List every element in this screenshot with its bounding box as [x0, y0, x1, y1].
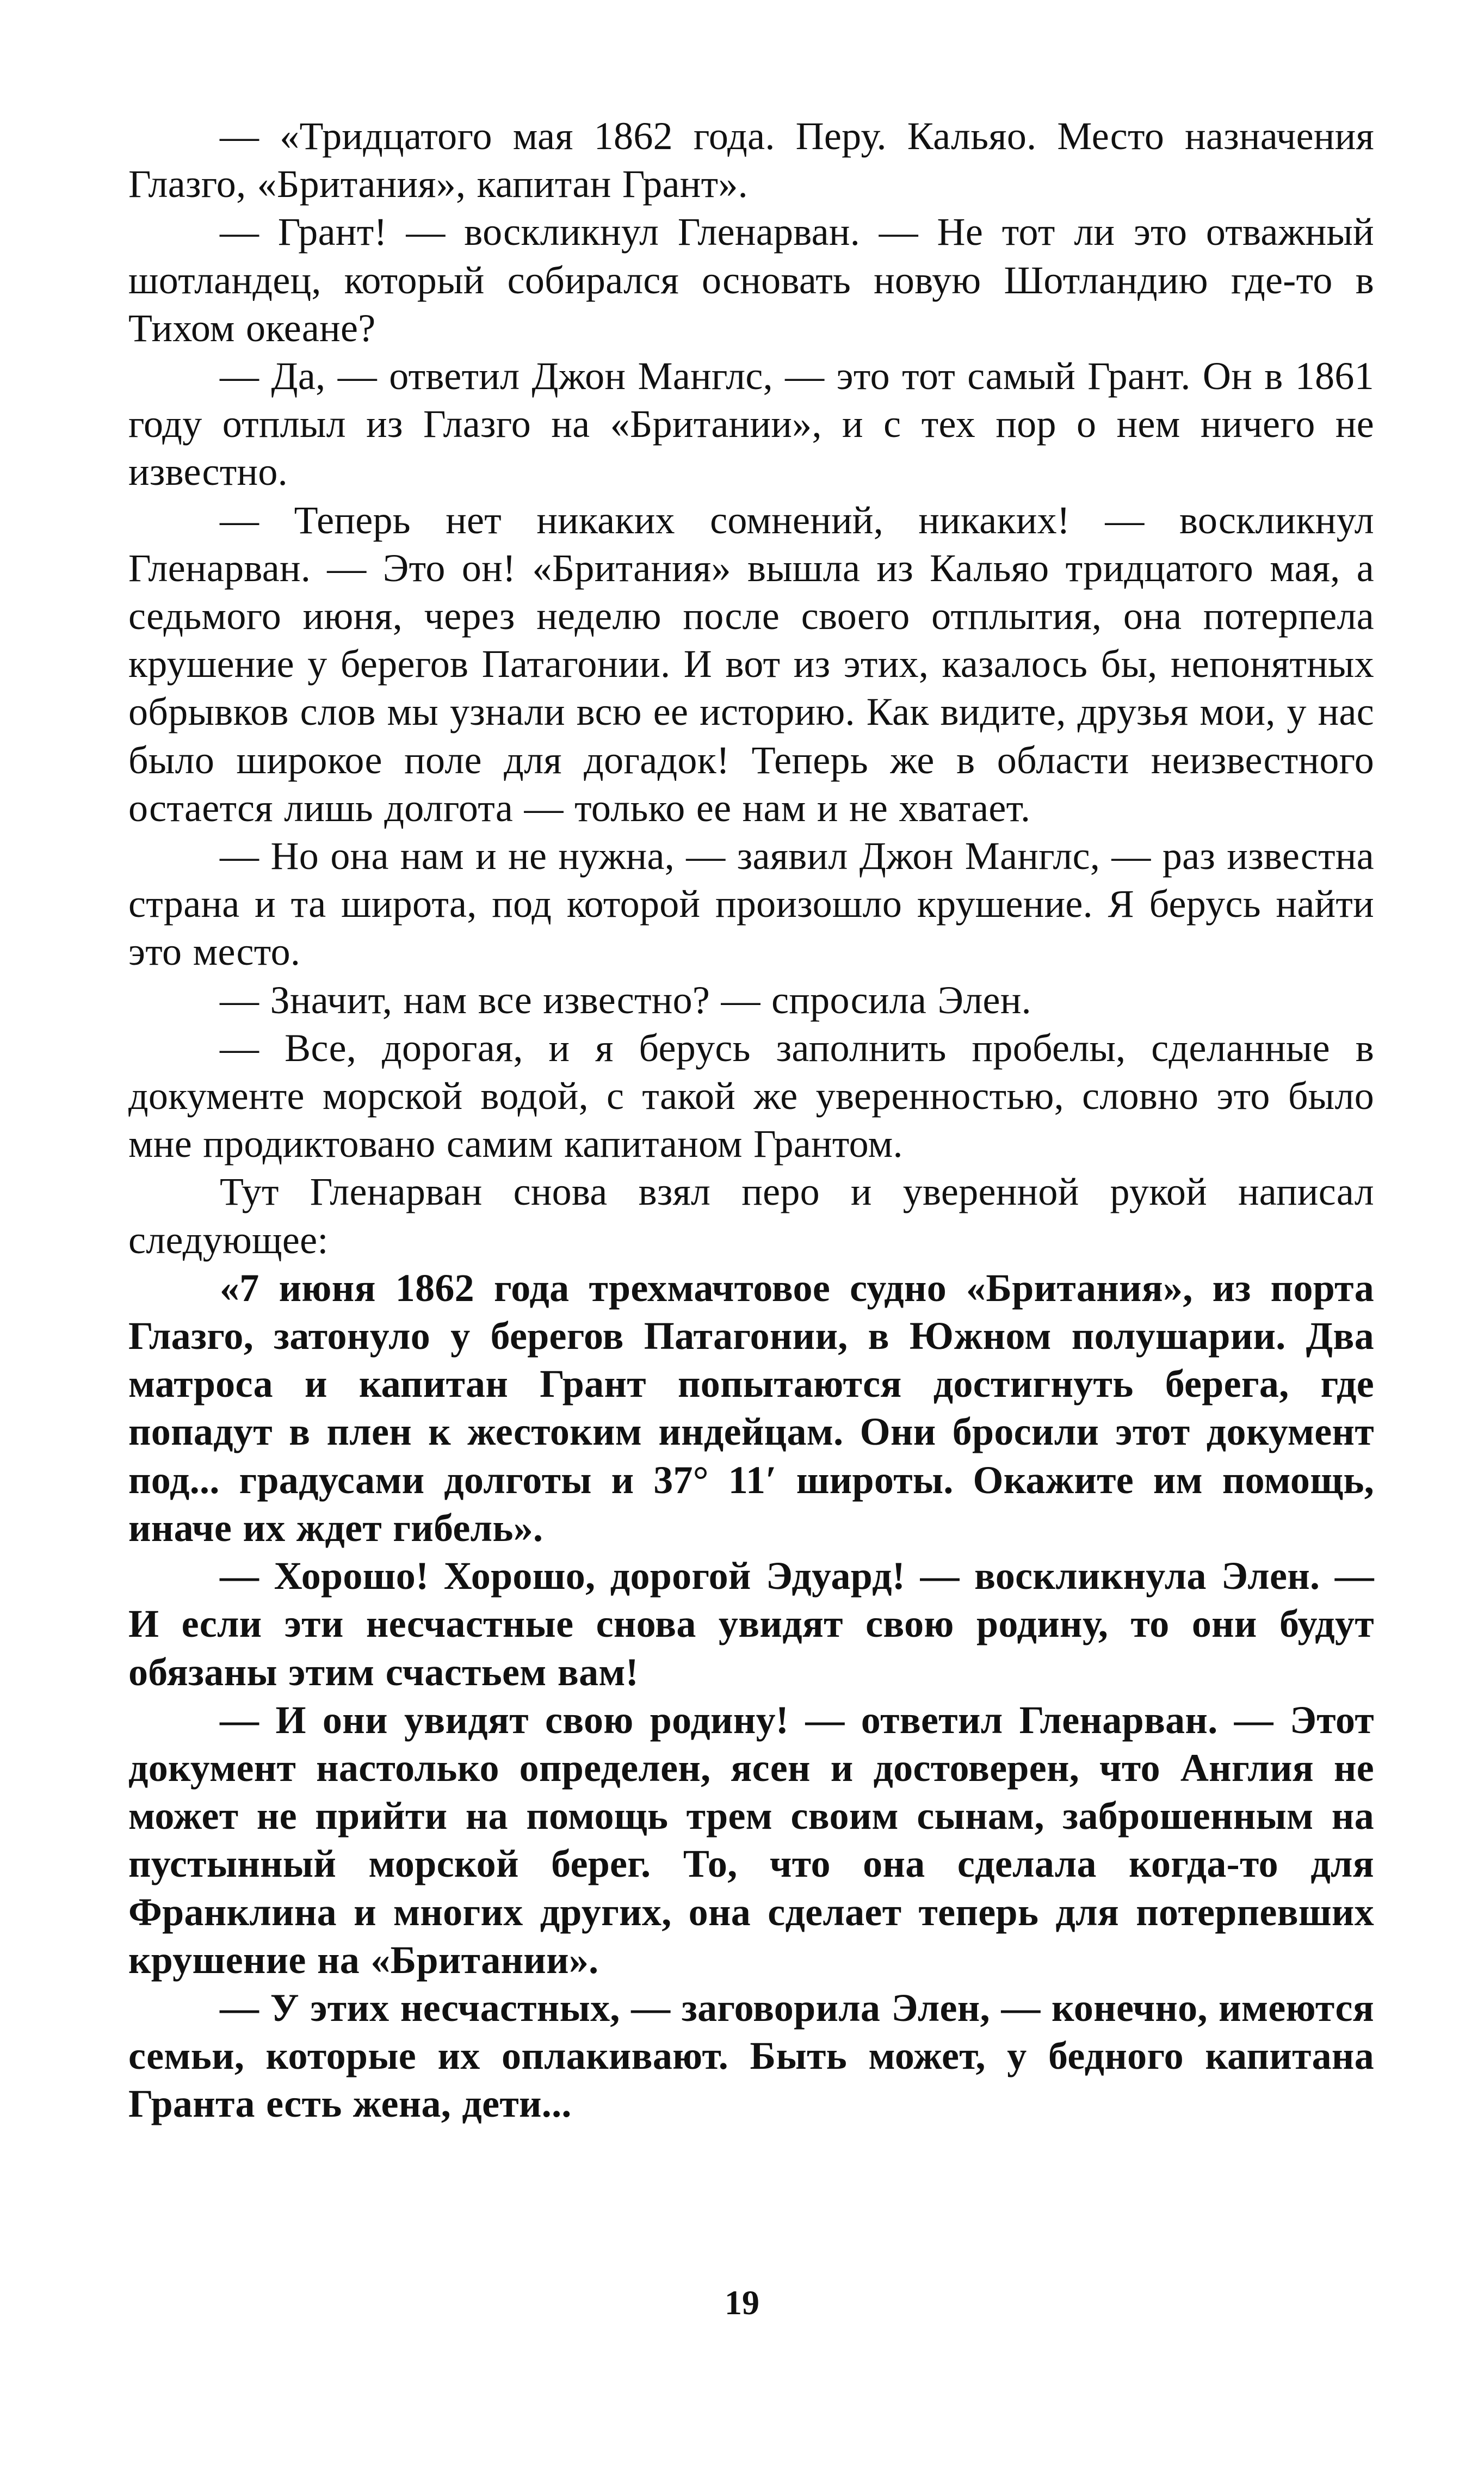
paragraph: — И они увидят свою родину! — ответил Гленарван. — Этот документ настолько определен, ясен и достоверен, что Англия не может не прийти на помощь трем своим сынам, заброшенным на пустынный морской берег. То, что она сделала когда-то для Франклина и многих других, она сделает теперь для потерпевших крушение на «Британии». [128, 1698, 1374, 1982]
paragraph: — Все, дорогая, и я берусь заполнить пробелы, сделанные в документе морской водой, с такой же уверенностью, словно это было мне продиктовано самим капитаном Грантом. [128, 1026, 1374, 1166]
paragraph: — Грант! — воскликнул Гленарван. — Не тот ли это отважный шотландец, который собирался основать новую Шотландию где-то в Тихом океане? [128, 210, 1374, 350]
body-text [128, 112, 1374, 2128]
paragraph: — Значит, нам все известно? — спросила Элен. [220, 978, 1031, 1022]
paragraph: — Да, — ответил Джон Манглс, — это тот самый Грант. Он в 1861 году отплыл из Глазго на «Британии», и с тех пор о нем ничего не известно. [128, 354, 1374, 494]
paragraph: «7 июня 1862 года трехмачтовое судно «Британия», из порта Глазго, затонуло у берегов Патагонии, в Южном полушарии. Два матроса и капитан Грант попытаются достигнуть берега, где попадут в плен к жестоким индейцам. Они бросили этот документ под... градусами долготы и 37° 11′ широты. Окажите им помощь, иначе их ждет гибель». [128, 1266, 1374, 1550]
page-number: 19 [725, 2283, 759, 2322]
paragraph: — Теперь нет никаких сомнений, никаких! — воскликнул Гленарван. — Это он! «Британия» вышла из Кальяо тридцатого мая, а седьмого июня, через неделю после своего отплытия, она потерпела крушение у берегов Патагонии. И вот из этих, казалось бы, непонятных обрывков слов мы узнали всю ее историю. Как видите, друзья мои, у нас было широкое поле для догадок! Теперь же в области неизвестного остается лишь долгота — только ее нам и не хватает. [128, 498, 1374, 830]
paragraph: — У этих несчастных, — заговорила Элен, — конечно, имеются семьи, которые их оплакивают. Быть может, у бедного капитана Гранта есть жена, дети... [128, 1986, 1374, 2126]
paragraph: — «Тридцатого мая 1862 года. Перу. Кальяо. Место назначения Глазго, «Британия», капитан Грант». [128, 114, 1374, 206]
paragraph: — Хорошо! Хорошо, дорогой Эдуард! — воскликнула Элен. — И если эти несчастные снова увидят свою родину, то они будут обязаны этим счастьем вам! [128, 1554, 1374, 1694]
paragraph: — Но она нам и не нужна, — заявил Джон Манглс, — раз известна страна и та широта, под которой произошло крушение. Я берусь найти это место. [128, 834, 1374, 974]
paragraph: Тут Гленарван снова взял перо и уверенной рукой написал следующее: [128, 1170, 1374, 1262]
